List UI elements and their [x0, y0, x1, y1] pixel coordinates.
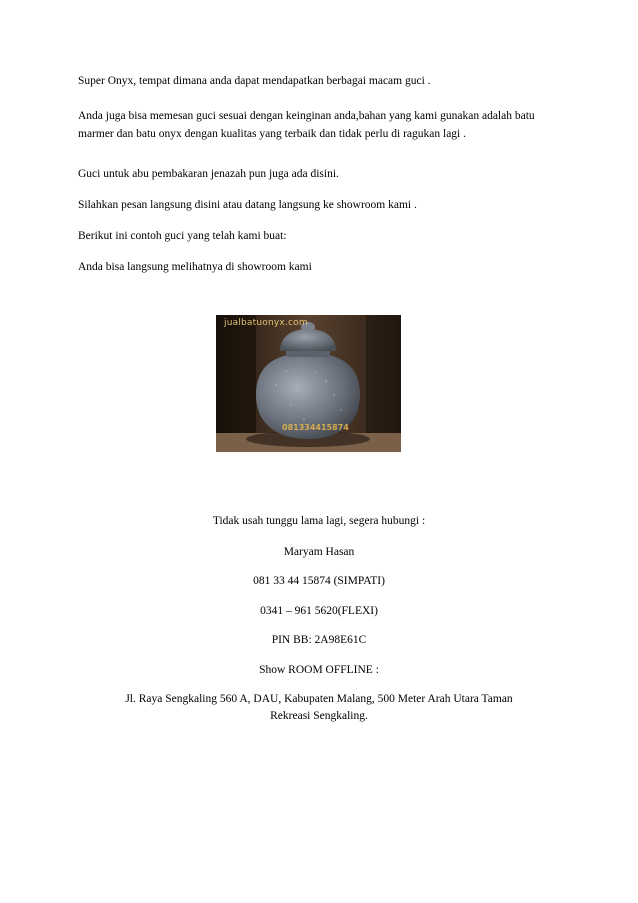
urn-photo	[216, 315, 401, 452]
contact-name: Maryam Hasan	[283, 546, 355, 558]
address-line-1: Jl. Raya Sengkaling 560 A, DAU, Kabupaten Malang, 500 Meter Arah Utara Taman	[125, 693, 513, 705]
intro-paragraph-2: Anda juga bisa memesan guci sesuai dengan keinginan anda,bahan yang kami gunakan adalah batu marmer dan batu onyx dengan kualitas yang terbaik dan tidak perlu di ragukan lagi .	[78, 110, 535, 140]
intro-paragraph-5: Berikut ini contoh guci yang telah kami buat:	[78, 230, 287, 242]
intro-paragraph-6: Anda bisa langsung melihatnya di showroom kami	[78, 261, 312, 273]
intro-paragraph-1: Super Onyx, tempat dimana anda dapat mendapatkan berbagai macam guci .	[78, 75, 431, 87]
intro-paragraph-4: Silahkan pesan langsung disini atau datang langsung ke showroom kami .	[78, 199, 417, 211]
contact-pin-bb: PIN BB: 2A98E61C	[271, 634, 367, 646]
photo-watermark-phone: 081334415874	[282, 423, 349, 432]
showroom-label: Show ROOM OFFLINE :	[259, 664, 379, 676]
intro-paragraph-3: Guci untuk abu pembakaran jenazah pun juga ada disini.	[78, 168, 339, 180]
contact-phone-flexi: 0341 – 961 5620(FLEXI)	[260, 605, 378, 617]
photo-watermark-website: jualbatuonyx.com	[224, 318, 308, 328]
address-line-2: Rekreasi Sengkaling.	[270, 710, 368, 722]
contact-prompt: Tidak usah tunggu lama lagi, segera hubungi :	[212, 515, 426, 527]
contact-phone-simpati: 081 33 44 15874 (SIMPATI)	[253, 575, 385, 587]
